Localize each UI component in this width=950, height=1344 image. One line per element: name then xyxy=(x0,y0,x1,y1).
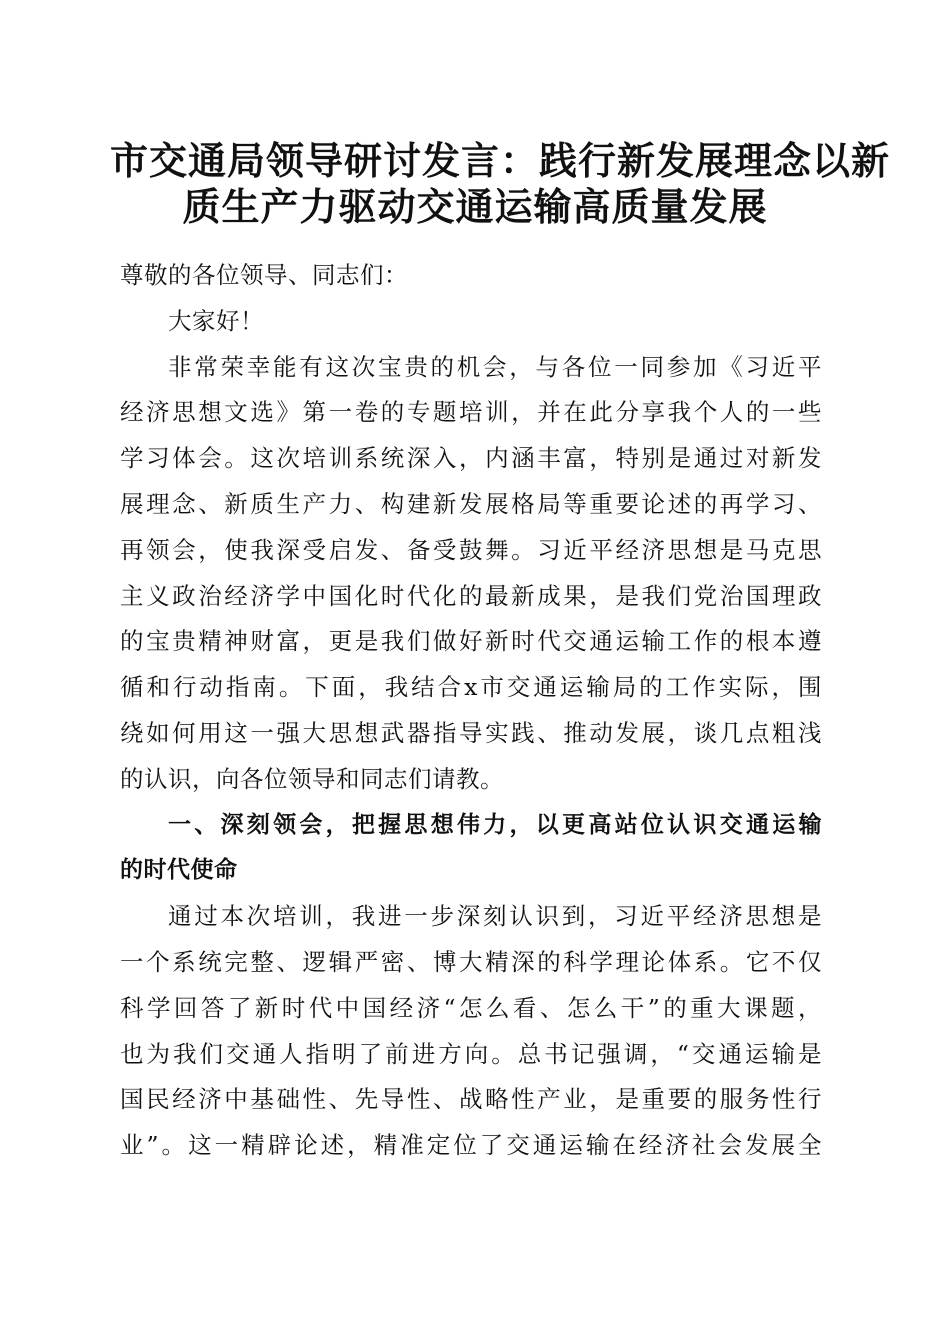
intro-line: 展理念、新质生产力、构建新发展格局等重要论述的再学习、 xyxy=(120,489,822,518)
intro-line: 的认识，向各位领导和同志们请教。 xyxy=(120,764,504,793)
intro-line: 非常荣幸能有这次宝贵的机会，与各位一同参加《习近平 xyxy=(168,352,822,381)
title-line-2: 质生产力驱动交通运输高质量发展 xyxy=(182,184,768,229)
section-line: 也为我们交通人指明了前进方向。总书记强调，“交通运输是 xyxy=(120,1039,822,1068)
section-line: 国民经济中基础性、先导性、战略性产业，是重要的服务性行 xyxy=(120,1085,822,1114)
section-line: 业”。这一精辟论述，精准定位了交通运输在经济社会发展全 xyxy=(120,1131,822,1160)
document-body xyxy=(120,253,822,1169)
section-1-heading xyxy=(120,803,822,895)
section-line: 科学回答了新时代中国经济“怎么看、怎么干”的重大课题， xyxy=(120,993,822,1022)
intro-paragraph xyxy=(120,345,822,803)
title-line-1: 市交通局领导研讨发言：践行新发展理念以新 xyxy=(110,138,891,183)
intro-line: 再领会，使我深受启发、备受鼓舞。习近平经济思想是马克思 xyxy=(120,535,822,564)
section-line: 通过本次培训，我进一步深刻认识到，习近平经济思想是 xyxy=(168,902,822,931)
intro-line: 绕如何用这一强大思想武器指导实践、推动发展，谈几点粗浅 xyxy=(120,718,822,747)
intro-line: 学习体会。这次培训系统深入，内涵丰富，特别是通过对新发 xyxy=(120,444,822,473)
document-title xyxy=(110,138,891,230)
intro-line: 经济思想文选》第一卷的专题培训，并在此分享我个人的一些 xyxy=(120,398,822,427)
section-heading-line: 的时代使命 xyxy=(120,857,238,884)
section-1-paragraph xyxy=(120,894,822,1169)
salutation: 尊敬的各位领导、同志们： xyxy=(120,261,408,289)
intro-line: 主义政治经济学中国化时代化的最新成果，是我们党治国理政 xyxy=(120,581,822,610)
greeting: 大家好！ xyxy=(168,306,264,335)
section-heading-line: 一、深刻领会，把握思想伟力，以更高站位认识交通运输 xyxy=(168,811,822,838)
intro-line: 的宝贵精神财富，更是我们做好新时代交通运输工作的根本遵 xyxy=(120,627,822,656)
intro-line: 循和行动指南。下面，我结合x市交通运输局的工作实际，围 xyxy=(120,673,822,702)
section-line: 一个系统完整、逻辑严密、博大精深的科学理论体系。它不仅 xyxy=(120,947,822,976)
